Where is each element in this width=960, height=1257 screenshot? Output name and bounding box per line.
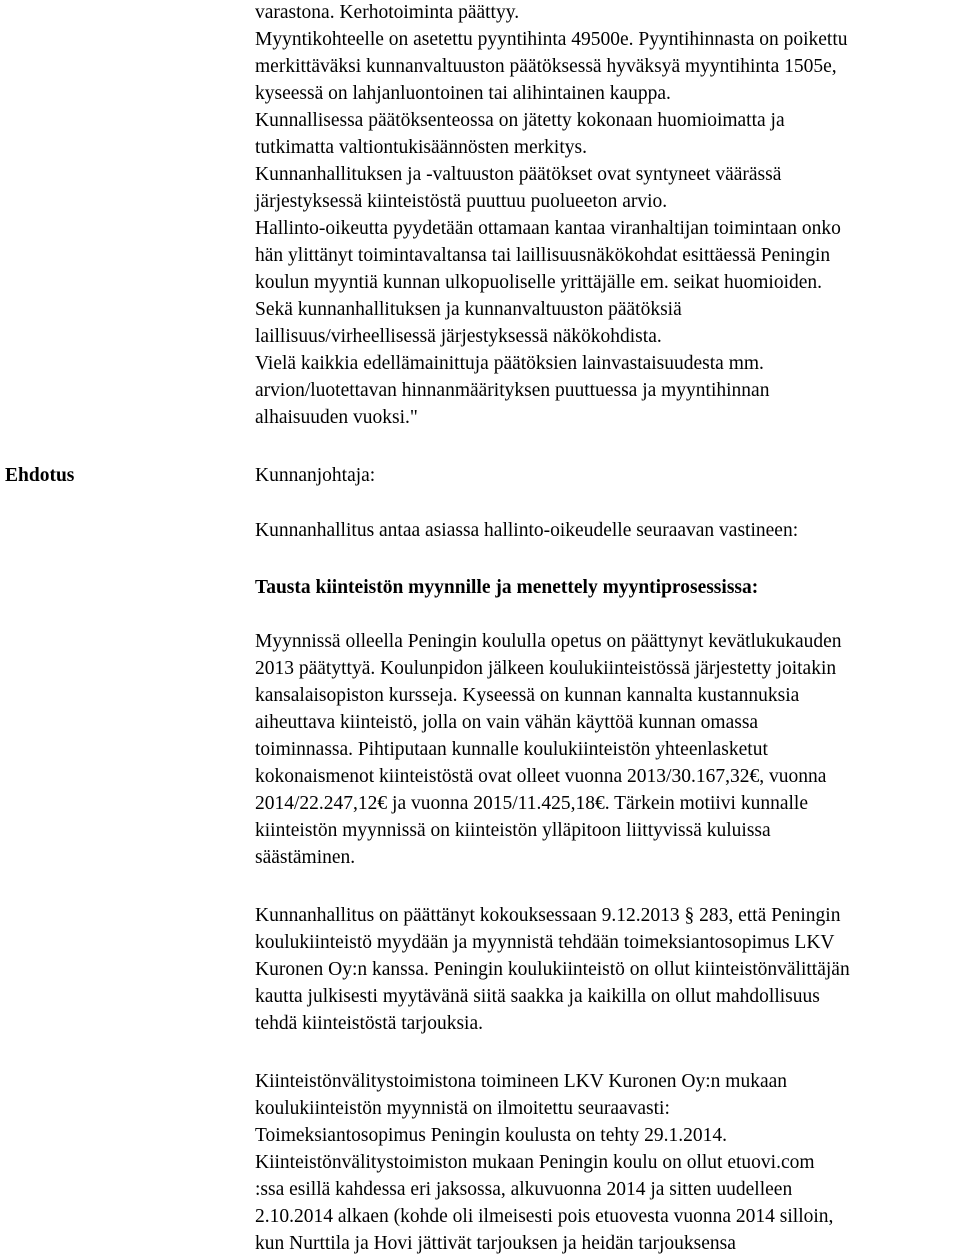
- paragraph-line: kokonaismenot kiinteistöstä ovat olleet vuonna 2013/30.167,32€, vuonna: [255, 766, 827, 787]
- ehdotus-label: Ehdotus: [5, 465, 75, 486]
- paragraph-line: koulukiinteistö myydään ja myynnistä tehdään toimeksiantosopimus LKV: [255, 932, 835, 953]
- paragraph-line: Kiinteistönvälitystoimistona toimineen LKV Kuronen Oy:n mukaan: [255, 1071, 788, 1092]
- paragraph-line: kautta julkisesti myytävänä siitä saakka ja kaikilla on ollut mahdollisuus: [255, 986, 820, 1007]
- paragraph-line: Myynnissä olleella Peningin koululla opetus on päättynyt kevätlukukauden: [255, 631, 842, 652]
- paragraph-line: kun Nurttila ja Hovi jättivät tarjouksen ja heidän tarjouksensa: [255, 1233, 736, 1254]
- paragraph-line: 2013 päätyttyä. Koulunpidon jälkeen koulukiinteistössä järjestetty joitakin: [255, 658, 837, 679]
- section-heading: Tausta kiinteistön myynnille ja menettely myyntiprosessissa:: [255, 577, 759, 598]
- quote-line: Myyntikohteelle on asetettu pyyntihinta 49500e. Pyyntihinnasta on poikettu: [255, 29, 848, 50]
- quote-line: Kunnallisessa päätöksenteossa on jätetty kokonaan huomioimatta ja: [255, 110, 785, 131]
- quote-line: Sekä kunnanhallituksen ja kunnanvaltuuston päätöksiä: [255, 299, 682, 320]
- paragraph-line: kansalaisopiston kursseja. Kyseessä on kunnan kannalta kustannuksia: [255, 685, 800, 706]
- paragraph-line: Kuronen Oy:n kanssa. Peningin koulukiinteistö on ollut kiinteistönvälittäjän: [255, 959, 850, 980]
- paragraph-line: Toimeksiantosopimus Peningin koulusta on tehty 29.1.2014.: [255, 1125, 728, 1146]
- proposal-intro: Kunnanhallitus antaa asiassa hallinto-oikeudelle seuraavan vastineen:: [255, 520, 799, 541]
- paragraph-line: :ssa esillä kahdessa eri jaksossa, alkuvuonna 2014 ja sitten uudelleen: [255, 1179, 793, 1200]
- paragraph-line: Kunnanhallitus on päättänyt kokouksessaan 9.12.2013 § 283, että Peningin: [255, 905, 841, 926]
- quote-line: Vielä kaikkia edellämainittuja päätöksien lainvastaisuudesta mm.: [255, 353, 764, 374]
- quote-line: Hallinto-oikeutta pyydetään ottamaan kantaa viranhaltijan toimintaan onko: [255, 218, 841, 239]
- quote-line: varastona. Kerhotoiminta päättyy.: [255, 2, 520, 23]
- quote-line: tutkimatta valtiontukisäännösten merkitys.: [255, 137, 587, 158]
- quote-line: järjestyksessä kiinteistöstä puuttuu puolueeton arvio.: [255, 191, 668, 212]
- paragraph-line: 2.10.2014 alkaen (kohde oli ilmeisesti pois etuovesta vuonna 2014 silloin,: [255, 1206, 834, 1227]
- paragraph-line: kiinteistön myynnissä on kiinteistön ylläpitoon liittyvissä kuluissa: [255, 820, 771, 841]
- paragraph-line: koulukiinteistön myynnistä on ilmoitettu seuraavasti:: [255, 1098, 670, 1119]
- quote-line: hän ylittänyt toimintavaltansa tai laillisuusnäkökohdat esittäessä Peningin: [255, 245, 831, 266]
- quote-line: koulun myyntiä kunnan ulkopuoliselle yrittäjälle em. seikat huomioiden.: [255, 272, 823, 293]
- quote-line: merkittäväksi kunnanvaltuuston päätöksessä hyväksyä myyntihinta 1505e,: [255, 56, 837, 77]
- paragraph-line: Kiinteistönvälitystoimiston mukaan Peningin koulu on ollut etuovi.com: [255, 1152, 815, 1173]
- paragraph-line: säästäminen.: [255, 847, 356, 868]
- quote-line: arvion/luotettavan hinnanmäärityksen puuttuessa ja myyntihinnan: [255, 380, 770, 401]
- paragraph-line: toiminnassa. Pihtiputaan kunnalle koulukiinteistön yhteenlasketut: [255, 739, 768, 760]
- quote-line: kyseessä on lahjanluontoinen tai alihintainen kauppa.: [255, 83, 671, 104]
- quote-line: Kunnanhallituksen ja -valtuuston päätökset ovat syntyneet väärässä: [255, 164, 782, 185]
- paragraph-line: tehdä kiinteistöstä tarjouksia.: [255, 1013, 483, 1034]
- paragraph-line: 2014/22.247,12€ ja vuonna 2015/11.425,18€. Tärkein motiivi kunnalle: [255, 793, 808, 814]
- proposal-author: Kunnanjohtaja:: [255, 465, 376, 486]
- quote-line: alhaisuuden vuoksi.": [255, 407, 418, 428]
- paragraph-line: aiheuttava kiinteistö, jolla on vain vähän käyttöä kunnan omassa: [255, 712, 759, 733]
- quote-line: laillisuus/virheellisessä järjestyksessä näkökohdista.: [255, 326, 662, 347]
